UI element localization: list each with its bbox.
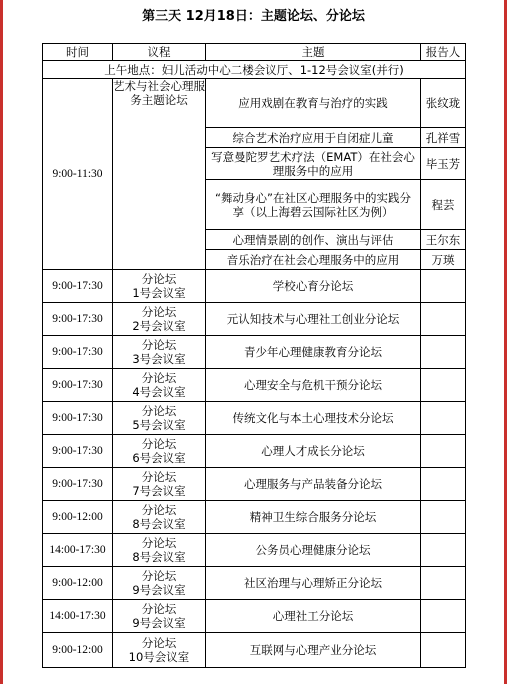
sub-forum-time: 9:00-17:30 (43, 435, 113, 468)
room-line: 1号会议室 (132, 286, 186, 300)
talk-speaker: 程芸 (421, 180, 466, 230)
sub-forum-speaker (421, 501, 466, 534)
room-line: 5号会议室 (132, 418, 186, 432)
talk-topic: 音乐治疗在社会心理服务中的应用 (206, 250, 421, 270)
talk-speaker: 万瑛 (421, 250, 466, 270)
agenda-line: 分论坛 (141, 470, 177, 484)
sub-forum-speaker (421, 468, 466, 501)
sub-forum-topic: 社区治理与心理矫正分论坛 (206, 567, 421, 600)
agenda-line: 分论坛 (141, 338, 177, 352)
sub-forum-topic: 精神卫生综合服务分论坛 (206, 501, 421, 534)
sub-forum-time: 9:00-17:30 (43, 468, 113, 501)
sub-forum-time: 9:00-17:30 (43, 303, 113, 336)
sub-forum-agenda (113, 402, 206, 435)
sub-forum-time: 9:00-17:30 (43, 402, 113, 435)
agenda-line: 分论坛 (141, 636, 177, 650)
sub-forum-time: 9:00-12:00 (43, 633, 113, 668)
left-border (0, 0, 3, 684)
sub-forum-agenda (113, 369, 206, 402)
sub-forum-time: 9:00-12:00 (43, 567, 113, 600)
main-forum-row (43, 79, 466, 128)
talk-topic: 写意曼陀罗艺术疗法（EMAT）在社会心理服务中的应用 (206, 148, 421, 180)
agenda-line: 分论坛 (141, 602, 177, 616)
location-cell: 上午地点：妇儿活动中心二楼会议厅、1-12号会议室(并行) (43, 61, 466, 79)
header-agenda: 议程 (113, 44, 206, 61)
sub-forum-topic: 公务员心理健康分论坛 (206, 534, 421, 567)
sub-forum-topic: 互联网与心理产业分论坛 (206, 633, 421, 668)
header-row (43, 44, 466, 61)
sub-forum-time: 14:00-17:30 (43, 600, 113, 633)
sub-forum-row (43, 468, 466, 501)
talk-speaker: 张纹珑 (421, 79, 466, 128)
sub-forum-agenda (113, 600, 206, 633)
agenda-line: 分论坛 (141, 569, 177, 583)
sub-forum-topic: 心理社工分论坛 (206, 600, 421, 633)
sub-forum-agenda (113, 270, 206, 303)
sub-forum-topic: 学校心育分论坛 (206, 270, 421, 303)
sub-forum-topic: 心理安全与危机干预分论坛 (206, 369, 421, 402)
room-line: 4号会议室 (132, 385, 186, 399)
sub-forum-topic: 青少年心理健康教育分论坛 (206, 336, 421, 369)
location-row (43, 61, 466, 79)
sub-forum-speaker (421, 369, 466, 402)
room-line: 2号会议室 (132, 319, 186, 333)
header-time: 时间 (43, 44, 113, 61)
sub-forum-row (43, 402, 466, 435)
sub-forum-agenda (113, 534, 206, 567)
sub-forum-agenda (113, 501, 206, 534)
sub-forum-agenda (113, 336, 206, 369)
sub-forum-agenda (113, 633, 206, 668)
sub-forum-speaker (421, 303, 466, 336)
talk-topic: “舞动身心”在社区心理服务中的实践分享（以上海碧云国际社区为例） (206, 180, 421, 230)
sub-forum-speaker (421, 435, 466, 468)
agenda-line: 分论坛 (141, 503, 177, 517)
sub-forum-row (43, 600, 466, 633)
room-line: 10号会议室 (128, 650, 190, 664)
sub-forum-topic: 传统文化与本土心理技术分论坛 (206, 402, 421, 435)
sub-forum-row (43, 633, 466, 668)
sub-forum-row (43, 435, 466, 468)
agenda-line: 分论坛 (141, 404, 177, 418)
sub-forum-topic: 心理服务与产品装备分论坛 (206, 468, 421, 501)
header-speaker: 报告人 (421, 44, 466, 61)
agenda-line: 分论坛 (141, 371, 177, 385)
header-topic: 主题 (206, 44, 421, 61)
talk-topic: 综合艺术治疗应用于自闭症儿童 (206, 128, 421, 148)
room-line: 3号会议室 (132, 352, 186, 366)
sub-forum-time: 9:00-17:30 (43, 369, 113, 402)
room-line: 6号会议室 (132, 451, 186, 465)
sub-forum-time: 9:00-17:30 (43, 336, 113, 369)
sub-forum-row (43, 534, 466, 567)
sub-forum-agenda (113, 567, 206, 600)
sub-forum-time: 9:00-17:30 (43, 270, 113, 303)
sub-forum-speaker (421, 270, 466, 303)
agenda-line: 分论坛 (141, 437, 177, 451)
agenda-line: 分论坛 (141, 272, 177, 286)
sub-forum-topic: 心理人才成长分论坛 (206, 435, 421, 468)
sub-forum-speaker (421, 567, 466, 600)
room-line: 8号会议室 (132, 517, 186, 531)
sub-forum-row (43, 567, 466, 600)
sub-forum-speaker (421, 336, 466, 369)
sub-forum-agenda (113, 435, 206, 468)
talk-speaker: 孔祥雪 (421, 128, 466, 148)
main-forum-agenda: 艺术与社会心理服务主题论坛 (113, 79, 206, 270)
sub-forum-speaker (421, 600, 466, 633)
schedule-table (42, 43, 466, 668)
room-line: 8号会议室 (132, 550, 186, 564)
talk-topic: 心理情景剧的创作、演出与评估 (206, 230, 421, 250)
sub-forum-row (43, 369, 466, 402)
sub-forum-speaker (421, 402, 466, 435)
sub-forum-row (43, 303, 466, 336)
sub-forum-time: 14:00-17:30 (43, 534, 113, 567)
sub-forum-row (43, 336, 466, 369)
main-forum-time: 9:00-11:30 (43, 79, 113, 270)
agenda-line: 分论坛 (141, 536, 177, 550)
page-title: 第三天 12月18日：主题论坛、分论坛 (142, 9, 365, 24)
room-line: 9号会议室 (132, 583, 186, 597)
talk-speaker: 王尔东 (421, 230, 466, 250)
room-line: 9号会议室 (132, 616, 186, 630)
agenda-line: 分论坛 (141, 305, 177, 319)
sub-forum-row (43, 501, 466, 534)
sub-forum-speaker (421, 534, 466, 567)
sub-forum-speaker (421, 633, 466, 668)
sub-forum-time: 9:00-12:00 (43, 501, 113, 534)
room-line: 7号会议室 (132, 484, 186, 498)
sub-forum-topic: 元认知技术与心理社工创业分论坛 (206, 303, 421, 336)
sub-forum-agenda (113, 303, 206, 336)
sub-forum-row (43, 270, 466, 303)
talk-topic: 应用戏剧在教育与治疗的实践 (206, 79, 421, 128)
talk-speaker: 毕玉芳 (421, 148, 466, 180)
sub-forum-agenda (113, 468, 206, 501)
